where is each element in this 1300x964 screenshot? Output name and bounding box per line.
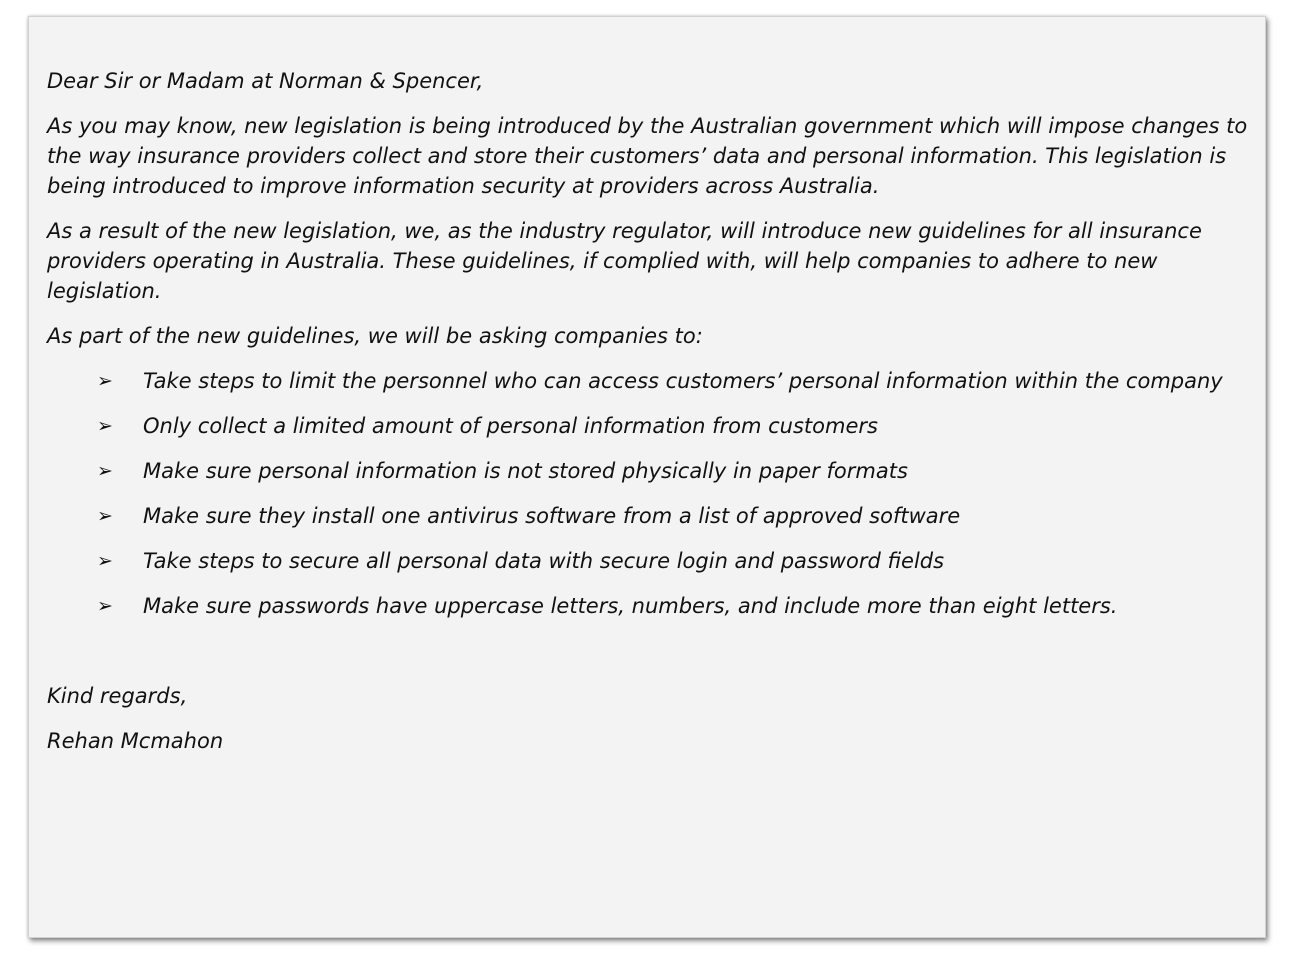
arrow-bullet-icon: ➢	[97, 460, 113, 482]
signature: Rehan Mcmahon	[47, 729, 224, 753]
spacer	[47, 636, 1252, 681]
list-item-text: Make sure passwords have uppercase letters, numbers, and include more than eight letters.	[143, 594, 1118, 618]
paragraph-guidelines: As a result of the new legislation, we, as the industry regulator, will introduce new guidelines for all insurance providers operating in Australia. These guidelines, if complied with, will help companies to adhere to new legislation.	[47, 219, 1202, 303]
closing: Kind regards,	[47, 684, 188, 708]
bullets-intro: As part of the new guidelines, we will be asking companies to:	[47, 324, 703, 348]
list-item	[47, 411, 1252, 441]
paragraph-legislation: As you may know, new legislation is being introduced by the Australian government which will impose changes to the way insurance providers collect and store their customers’ data and personal information. This legislation is being introduced to improve information security at providers across Australia.	[47, 114, 1248, 198]
list-item-text: Make sure they install one antivirus software from a list of approved software	[143, 504, 961, 528]
list-item-text: Take steps to secure all personal data with secure login and password fields	[143, 549, 945, 573]
letter-content	[47, 66, 1252, 771]
list-item-text: Make sure personal information is not stored physically in paper formats	[143, 459, 908, 483]
arrow-bullet-icon: ➢	[97, 595, 113, 617]
guidelines-list	[47, 366, 1252, 621]
arrow-bullet-icon: ➢	[97, 550, 113, 572]
list-item-text: Only collect a limited amount of personal information from customers	[143, 414, 878, 438]
list-item	[47, 501, 1252, 531]
list-item	[47, 366, 1252, 396]
list-item	[47, 546, 1252, 576]
arrow-bullet-icon: ➢	[97, 415, 113, 437]
arrow-bullet-icon: ➢	[97, 505, 113, 527]
arrow-bullet-icon: ➢	[97, 370, 113, 392]
list-item	[47, 456, 1252, 486]
salutation: Dear Sir or Madam at Norman & Spencer,	[47, 69, 484, 93]
list-item	[47, 591, 1252, 621]
list-item-text: Take steps to limit the personnel who can access customers’ personal information within the company	[143, 369, 1223, 393]
